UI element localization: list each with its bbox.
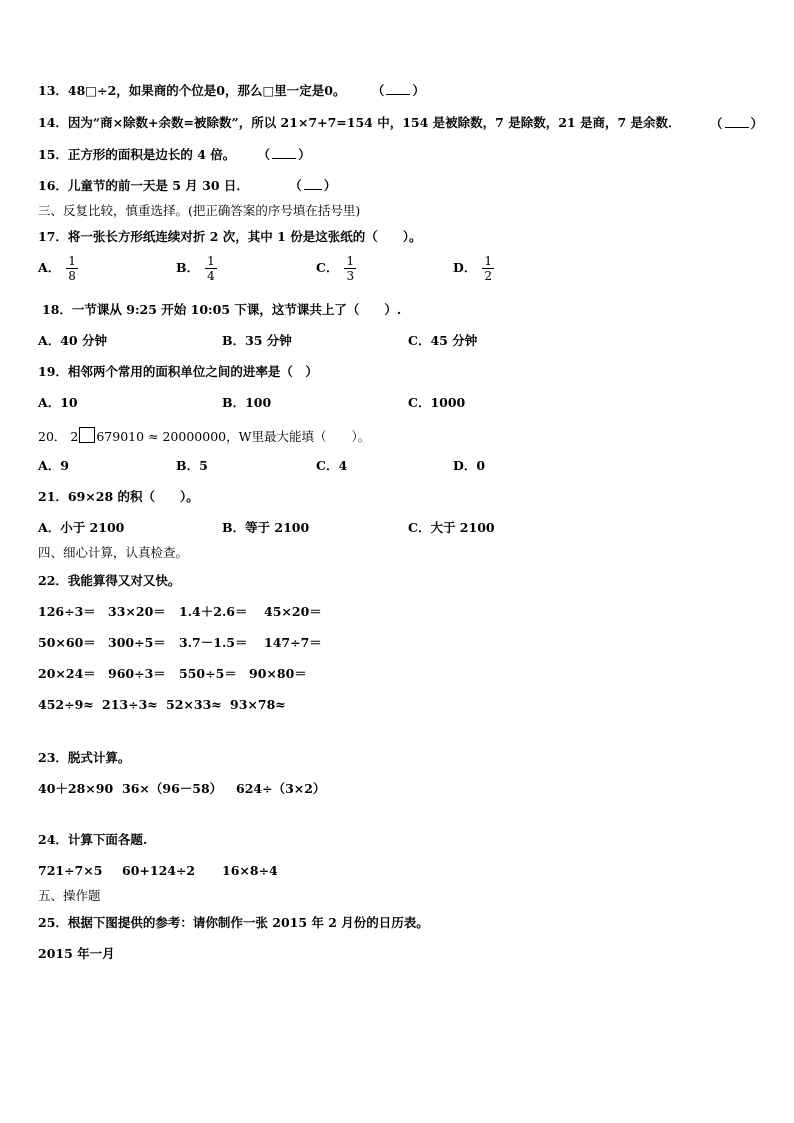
calc-item: 16×8÷4: [222, 863, 278, 878]
calc-item: 60+124÷2: [122, 863, 196, 878]
question-16-text: 16．儿童节的前一天是 5 月 30 日．: [38, 178, 249, 193]
answer-paren-16[interactable]: （ ）: [289, 178, 337, 193]
q21-option-a[interactable]: A．小于 2100: [38, 520, 125, 535]
q17-option-b[interactable]: B． $\frac{1}{4}$: [176, 254, 215, 283]
section-4-heading: 四、细心计算，认真检查。: [38, 545, 189, 560]
calc-item: 3.7－1.5＝: [179, 635, 248, 650]
calc-item: 624÷（3×2）: [236, 781, 326, 796]
q19-option-b[interactable]: B．100: [222, 395, 272, 410]
q20-option-a[interactable]: A．9: [38, 458, 69, 473]
q17-option-c[interactable]: C． $\frac{1}{3}$: [316, 254, 355, 283]
calc-item: 93×78≈: [230, 697, 286, 712]
calc-item: 1.4＋2.6＝: [179, 604, 248, 619]
calc-item: 960÷3＝: [108, 666, 166, 681]
question-17: 17．将一张长方形纸连续对折 2 次，其中 1 份是这张纸的（ ）。: [38, 229, 422, 244]
q19-option-c[interactable]: C．1000: [408, 395, 466, 410]
q20-option-d[interactable]: D．0: [453, 458, 486, 473]
calc-item: 20×24＝: [38, 666, 96, 681]
section-3-heading: 三、反复比较，慎重选择。(把正确答案的序号填在括号里): [38, 203, 361, 218]
calc-item: 36×（96－58）: [122, 781, 223, 796]
fraction: $\frac{1}{4}$: [207, 254, 215, 283]
q21-option-c[interactable]: C．大于 2100: [408, 520, 495, 535]
calc-item: 126÷3＝: [38, 604, 96, 619]
fraction: $\frac{1}{8}$: [68, 254, 76, 283]
calc-item: 33×20＝: [108, 604, 166, 619]
calc-item: 147÷7＝: [264, 635, 322, 650]
calc-item: 452÷9≈: [38, 697, 94, 712]
question-14: [38, 115, 764, 131]
calc-item: 40＋28×90: [38, 781, 114, 796]
question-24-title: 24．计算下面各题.: [38, 832, 148, 847]
answer-paren-13[interactable]: （ ）: [371, 83, 425, 98]
question-16: [38, 177, 336, 194]
q18-option-a[interactable]: A．40 分钟: [38, 333, 107, 348]
fraction: $\frac{1}{3}$: [346, 254, 355, 283]
q19-option-a[interactable]: A．10: [38, 395, 78, 410]
question-13-text: 13．48□÷2，如果商的个位是0，那么□里一定是0。: [38, 83, 346, 98]
question-13: [38, 82, 425, 99]
calc-item: 300÷5＝: [108, 635, 166, 650]
question-19: 19．相邻两个常用的面积单位之间的进率是（ ）: [38, 364, 318, 379]
calc-item: 50×60＝: [38, 635, 96, 650]
calc-item: 90×80＝: [249, 666, 307, 681]
question-23-title: 23．脱式计算。: [38, 750, 131, 765]
answer-paren-15[interactable]: （ ）: [257, 147, 311, 162]
question-21: 21．69×28 的积（ ）。: [38, 489, 199, 504]
calendar-caption: 2015 年一月: [38, 946, 115, 961]
q20-option-c[interactable]: C．4: [316, 458, 348, 473]
q21-option-b[interactable]: B．等于 2100: [222, 520, 310, 535]
blank-box[interactable]: [79, 427, 95, 443]
calc-item: 45×20＝: [264, 604, 322, 619]
question-15: [38, 146, 311, 163]
answer-paren-14[interactable]: （ ）: [710, 116, 764, 131]
question-22-title: 22．我能算得又对又快。: [38, 573, 181, 588]
calc-item: 52×33≈: [166, 697, 222, 712]
calc-item: 550÷5＝: [179, 666, 237, 681]
q18-option-c[interactable]: C．45 分钟: [408, 333, 478, 348]
question-25: 25．根据下图提供的参考：请你制作一张 2015 年 2 月份的日历表。: [38, 915, 429, 930]
q17-option-d[interactable]: D． $\frac{1}{2}$: [453, 254, 492, 283]
question-20: 20． 2 679010 ≈ 20000000，W里最大能填（ ）。: [38, 429, 371, 444]
section-5-heading: 五、操作题: [38, 888, 101, 903]
fraction: $\frac{1}{2}$: [484, 254, 492, 283]
question-18: 18．一节课从 9:25 开始 10:05 下课，这节课共上了（ ）.: [42, 302, 402, 317]
calc-item: 721÷7×5: [38, 863, 103, 878]
q20-option-b[interactable]: B．5: [176, 458, 208, 473]
q17-option-a[interactable]: A． $\frac{1}{8}$: [38, 254, 76, 283]
q18-option-b[interactable]: B．35 分钟: [222, 333, 292, 348]
question-15-text: 15．正方形的面积是边长的 4 倍。: [38, 147, 236, 162]
calc-item: 213÷3≈: [102, 697, 158, 712]
question-14-text: 14．因为“商×除数+余数=被除数”，所以 21×7+7=154 中，154 是被除数，7 是除数，21 是商，7 是余数．: [38, 115, 681, 130]
